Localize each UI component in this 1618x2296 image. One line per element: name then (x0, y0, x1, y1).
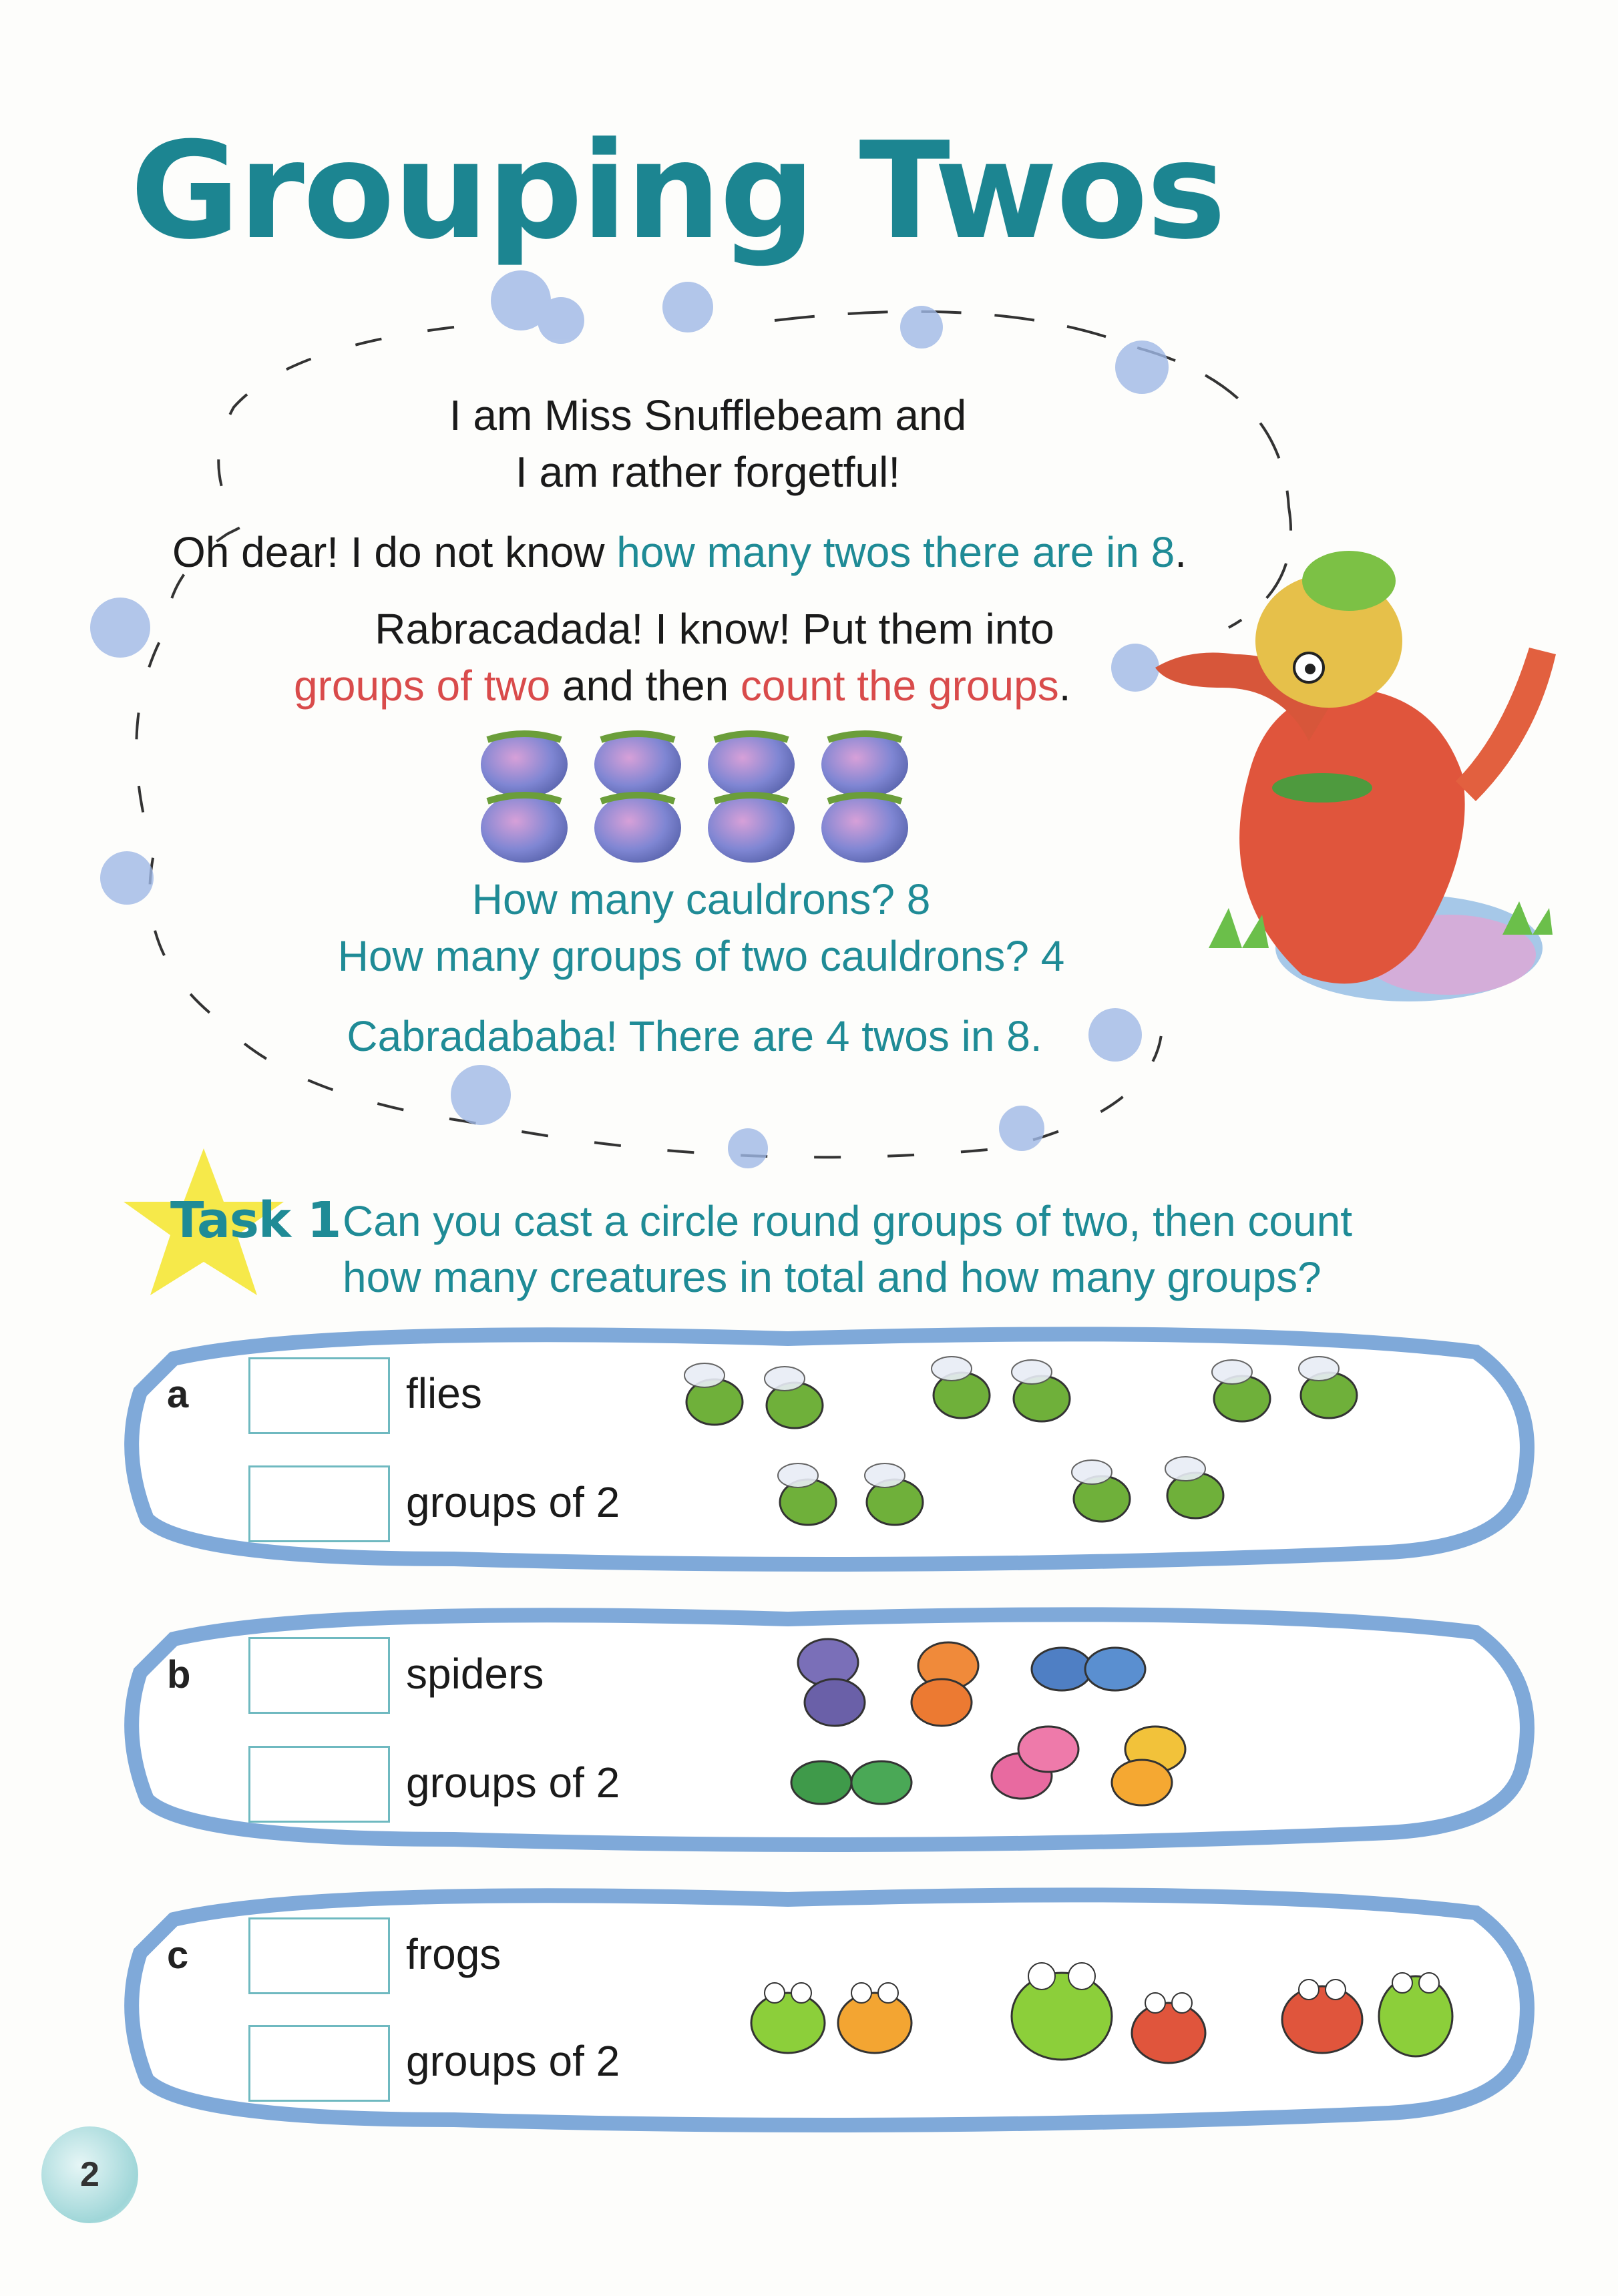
frogs-illustration (741, 1936, 1476, 2096)
page-title: Grouping Twos (130, 113, 1225, 269)
spider-icon (1018, 1727, 1078, 1772)
task-label: Task 1 (170, 1192, 341, 1249)
spider-icon (1032, 1648, 1092, 1690)
spider-icon (912, 1679, 972, 1726)
cauldron-illustration (474, 728, 928, 868)
task-line-1: Can you cast a circle round groups of two, then count (343, 1197, 1352, 1245)
page-number: 2 (41, 2126, 138, 2223)
row-a-letter: a (167, 1373, 189, 1416)
spell-end: . (1058, 662, 1071, 710)
row-c-item-label: frogs (406, 1930, 501, 1978)
spider-icon (791, 1761, 851, 1804)
miss-snufflebeam-illustration (1129, 521, 1563, 1015)
row-a-groups-input[interactable] (248, 1465, 390, 1542)
row-c-groups-label: groups of 2 (406, 2037, 620, 2085)
spider-icon (1085, 1648, 1145, 1690)
row-c-total-input[interactable] (248, 1917, 390, 1994)
answer-line: Cabradababa! There are 4 twos in 8. (347, 1012, 1042, 1060)
question-2: How many groups of two cauldrons? 4 (337, 932, 1065, 980)
spiders-illustration (768, 1622, 1235, 1823)
task-instructions (343, 1193, 1511, 1305)
spider-icon (805, 1679, 865, 1726)
spell-line-2 (294, 661, 1070, 710)
frog-icon (1379, 1976, 1452, 2056)
row-b-groups-label: groups of 2 (406, 1759, 620, 1807)
problem-line (172, 527, 1187, 577)
intro-line-1: I am Miss Snufflebeam and (449, 391, 967, 439)
task-line-2: how many creatures in total and how many groups? (343, 1253, 1322, 1301)
flies-illustration (668, 1342, 1402, 1542)
row-b-letter: b (167, 1653, 191, 1696)
spider-icon (851, 1761, 912, 1804)
row-a-total-input[interactable] (248, 1357, 390, 1434)
row-b-total-input[interactable] (248, 1637, 390, 1714)
spider-icon (1112, 1760, 1172, 1805)
problem-prefix: Oh dear! I do not know (172, 528, 617, 576)
cauldron-group-2 (594, 731, 681, 863)
frog-icon (1282, 1986, 1362, 2053)
problem-highlight: how many twos there are in 8 (616, 528, 1175, 576)
frog-icon (1012, 1973, 1112, 2060)
row-b-item-label: spiders (406, 1650, 544, 1698)
spell-line-1: Rabracadada! I know! Put them into (375, 605, 1054, 653)
frog-icon (838, 1993, 912, 2053)
row-c-letter: c (167, 1933, 189, 1977)
row-a-groups-label: groups of 2 (406, 1478, 620, 1526)
cauldron-group-3 (708, 731, 795, 863)
question-1: How many cauldrons? 8 (471, 875, 931, 923)
intro-line-2: I am rather forgetful! (515, 448, 901, 496)
row-a-item-label: flies (406, 1369, 482, 1417)
frog-icon (1132, 2003, 1205, 2063)
cauldron-group-4 (821, 731, 908, 863)
spell-red-2: count the groups (740, 662, 1059, 710)
row-c-groups-input[interactable] (248, 2025, 390, 2102)
cauldron-group-1 (481, 731, 568, 863)
spell-mid: and then (550, 662, 741, 710)
frog-icon (751, 1993, 825, 2053)
spell-red-1: groups of two (294, 662, 551, 710)
problem-suffix: . (1175, 528, 1187, 576)
row-b-groups-input[interactable] (248, 1746, 390, 1823)
